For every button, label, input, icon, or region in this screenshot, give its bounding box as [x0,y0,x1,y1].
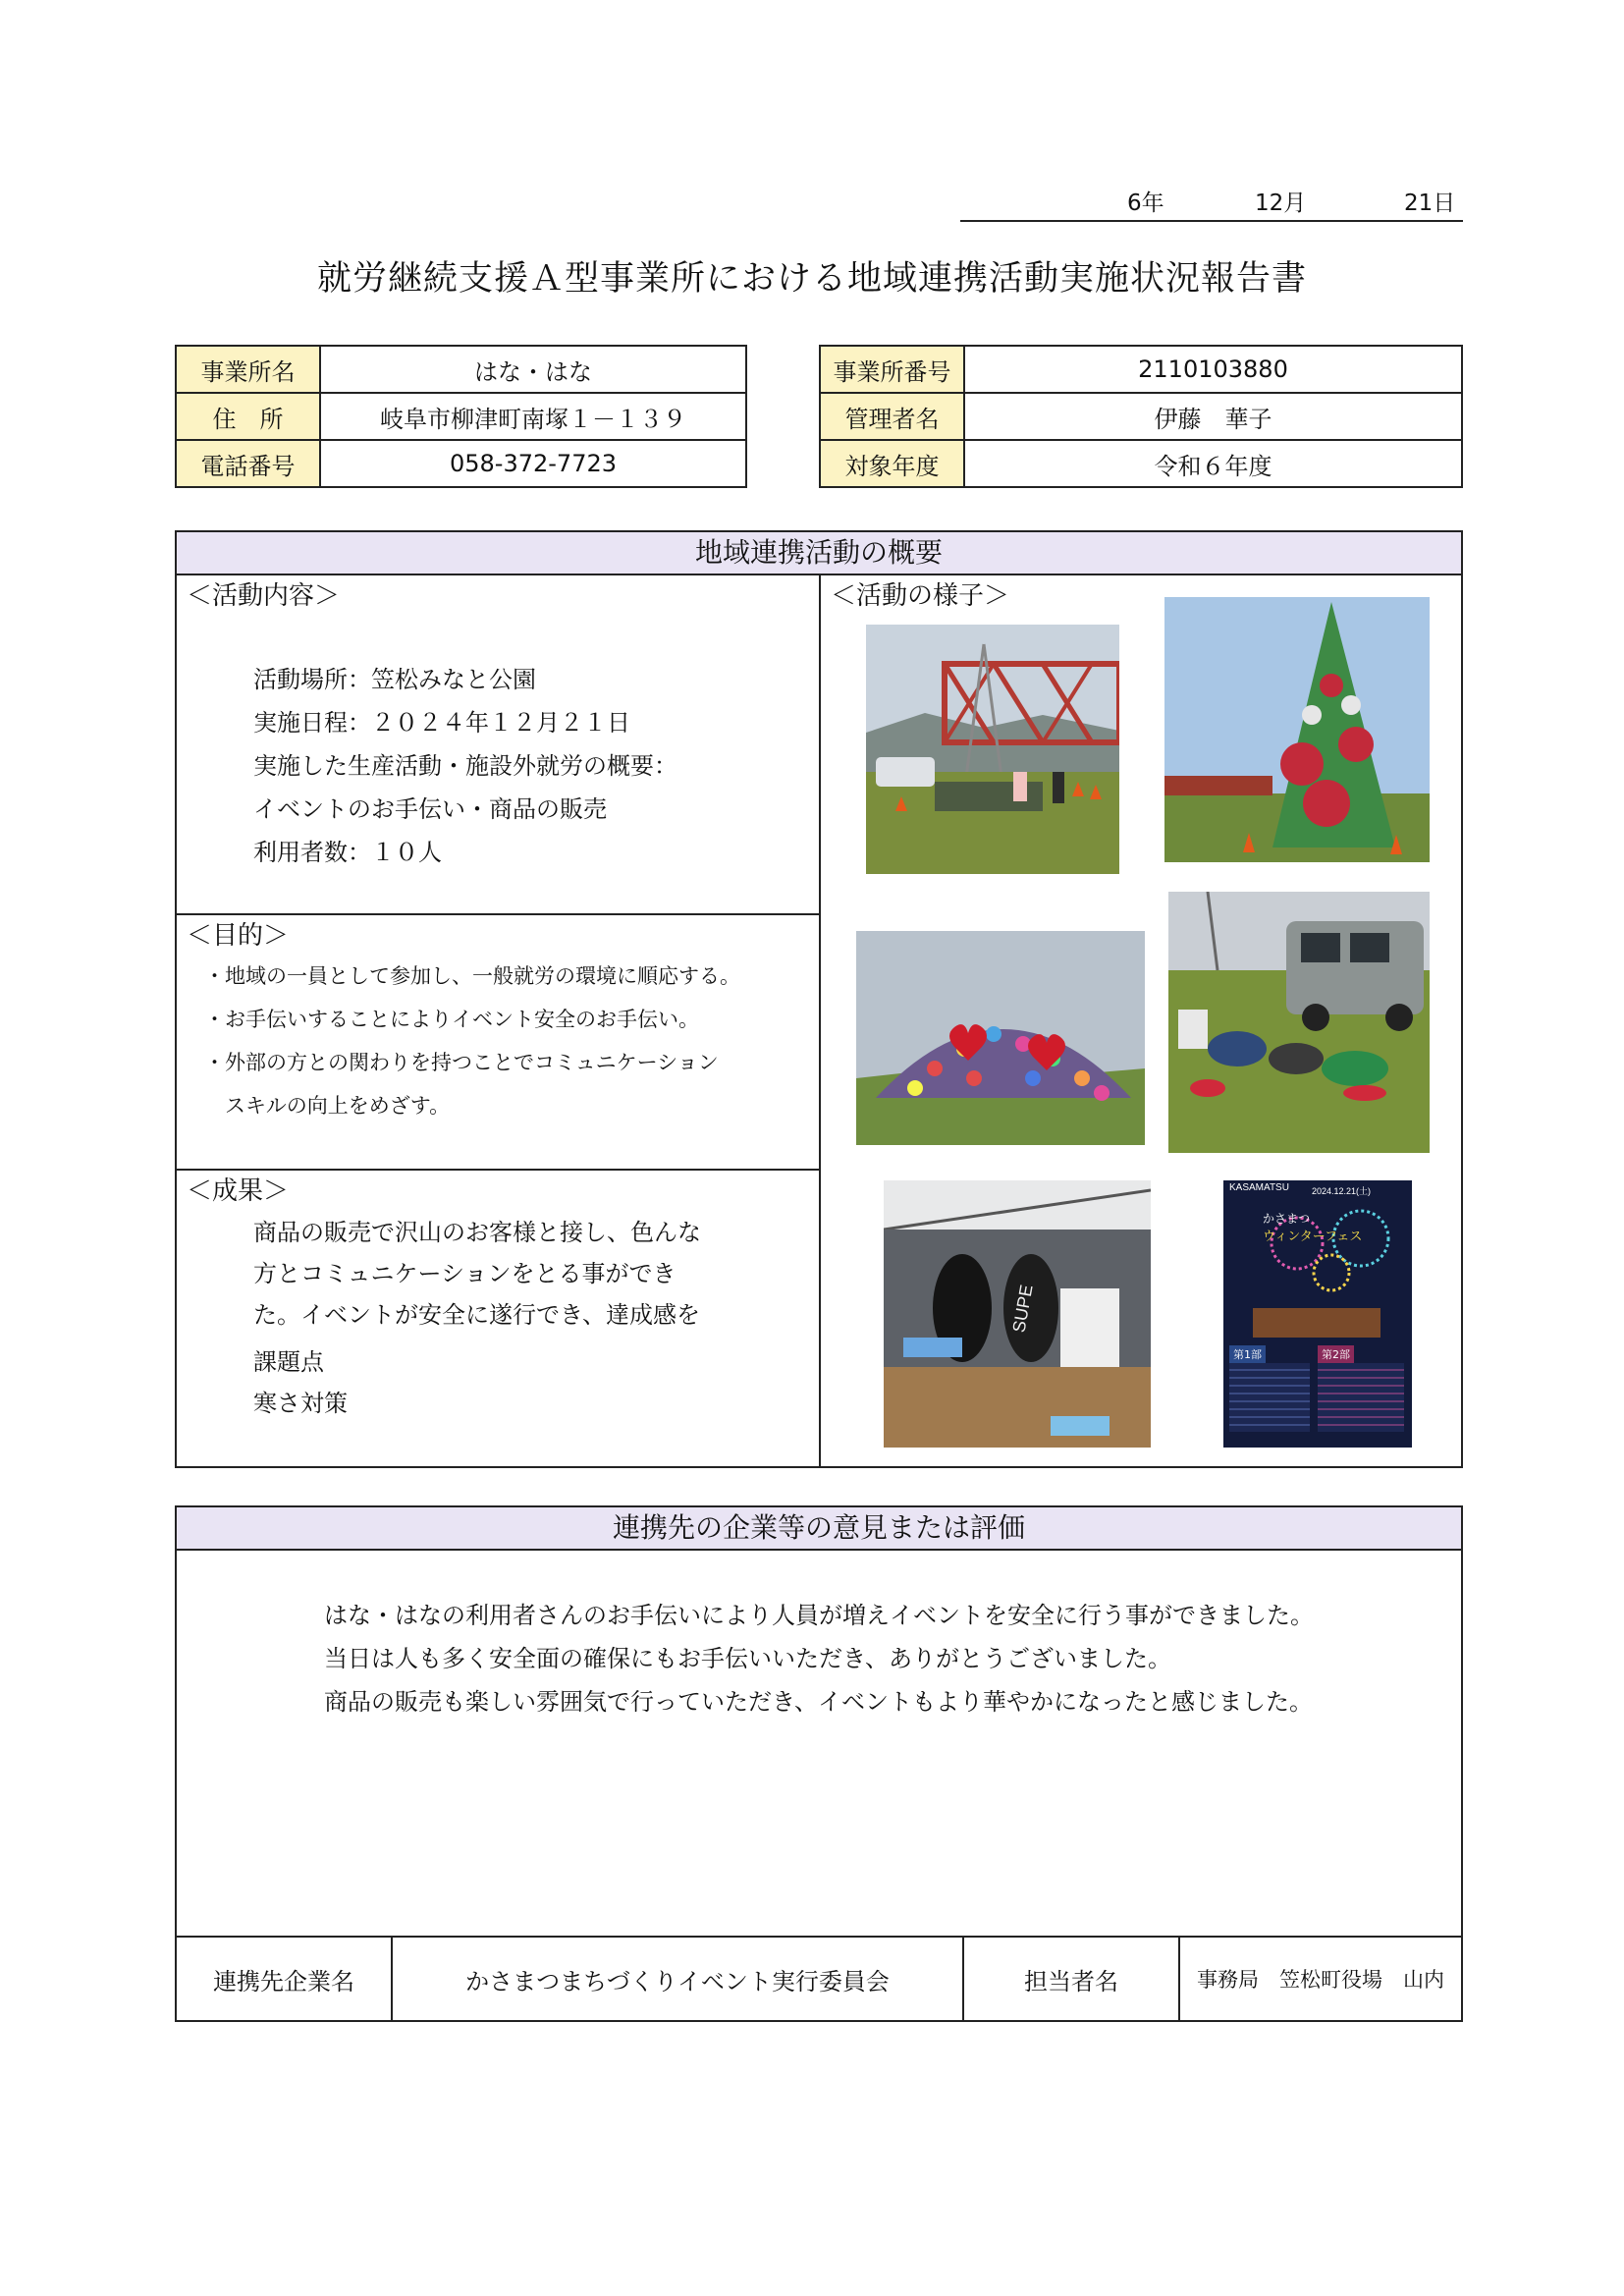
table-row [176,1937,1462,2021]
overview-header: 地域連携活動の概要 [177,532,1461,575]
evaluation-text [324,1594,1314,1723]
date-month: 12月 [1255,191,1307,216]
page-title: 就労継続支援Ａ型事業所における地域連携活動実施状況報告書 [316,259,1307,299]
poster-subtitle: かさまつ [1263,1212,1311,1226]
phone-value: 058-372-7723 [320,440,746,487]
poster-part2: 第2部 [1318,1345,1354,1363]
address-label: 住 所 [176,393,320,440]
facility-info-table [175,345,747,488]
partner-person-label: 担当者名 [963,1937,1179,2021]
participant-count: 利用者数：１０人 [253,839,442,866]
facility-number-value: 2110103880 [964,346,1462,393]
evaluation-line: 商品の販売も楽しい雰囲気で行っていただき、イベントもより華やかになったと感じました。 [324,1688,1314,1716]
poster-date: 2024.12.21(土) [1312,1186,1372,1196]
purpose-item: ・お手伝いすることによりイベント安全のお手伝い。 [204,1008,699,1031]
activity-label: ＜活動内容＞ [187,581,341,611]
fiscal-year-label: 対象年度 [820,440,964,487]
evaluation-section [175,1505,1463,1938]
activity-place: 活動場所：笠松みなと公園 [253,666,536,693]
poster-brand: KASAMATSU [1229,1182,1289,1193]
activity-content [253,658,677,874]
result-line: た。イベントが安全に遂行でき、達成感を [253,1301,701,1329]
poster-title: ウィンターフェス [1263,1230,1363,1244]
partner-table [175,1936,1463,2022]
facility-name-label: 事業所名 [176,346,320,393]
photo-event-poster [1223,1180,1412,1448]
purpose-item: ・外部の方との関わりを持つことでコミュニケーション [204,1051,719,1074]
column-divider [819,574,821,1466]
date-year: 6年 [1127,191,1164,216]
table-row [820,393,1462,440]
photo-sales-tent [884,1180,1151,1448]
purpose-item: スキルの向上をめざす。 [204,1094,451,1118]
photos-label: ＜活動の様子＞ [831,581,1010,611]
result-content [253,1212,701,1424]
issue-heading: 課題点 [253,1348,324,1376]
purpose-content [204,955,740,1127]
facility-name-value: はな・はな [320,346,746,393]
facility-meta-table [819,345,1463,488]
evaluation-line: はな・はなの利用者さんのお手伝いにより人員が増えイベントを安全に行う事ができました。 [324,1602,1314,1629]
purpose-label: ＜目的＞ [187,921,290,951]
fiscal-year-value: 令和６年度 [964,440,1462,487]
activity-date: 実施日程：２０２４年１２月２１日 [253,709,630,737]
partner-company-label: 連携先企業名 [176,1937,392,2021]
result-line: 方とコミュニケーションをとる事ができ [253,1260,677,1287]
purpose-item: ・地域の一員として参加し、一般就労の環境に順応する。 [204,964,740,988]
poster-schedule-2 [1318,1363,1404,1432]
overview-section [175,530,1463,1468]
poster-image [1253,1308,1380,1338]
manager-value: 伊藤 華子 [964,393,1462,440]
table-row [176,346,746,393]
photo-christmas-tree [1164,597,1430,862]
partner-company-name: かさまつまちづくりイベント実行委員会 [392,1937,963,2021]
result-line: 商品の販売で沢山のお客様と接し、色んな [253,1219,701,1246]
table-row [820,440,1462,487]
phone-label: 電話番号 [176,440,320,487]
partner-person-name: 事務局 笠松町役場 山内 [1179,1937,1462,2021]
table-row [820,346,1462,393]
manager-label: 管理者名 [820,393,964,440]
address-value: 岐阜市柳津町南塚１－１３９ [320,393,746,440]
date-day: 21日 [1404,191,1456,216]
poster-part1: 第1部 [1229,1345,1266,1363]
evaluation-header: 連携先の企業等の意見または評価 [177,1507,1461,1551]
evaluation-line: 当日は人も多く安全面の確保にもお手伝いいただき、ありがとうございました。 [324,1645,1172,1672]
issue-item: 寒さ対策 [253,1390,348,1417]
table-row [176,440,746,487]
shirt-text: SUPE [1008,1283,1037,1335]
photo-van-volunteers [1168,892,1430,1153]
table-row [176,393,746,440]
facility-number-label: 事業所番号 [820,346,964,393]
report-date [960,183,1463,222]
poster-schedule-1 [1229,1363,1310,1432]
photo-bridge-event [866,625,1119,874]
activity-summary-label: 実施した生産活動・施設外就労の概要： [253,752,677,780]
photo-flower-mound [856,931,1145,1145]
activity-summary: イベントのお手伝い・商品の販売 [253,795,607,823]
result-label: ＜成果＞ [187,1176,290,1206]
